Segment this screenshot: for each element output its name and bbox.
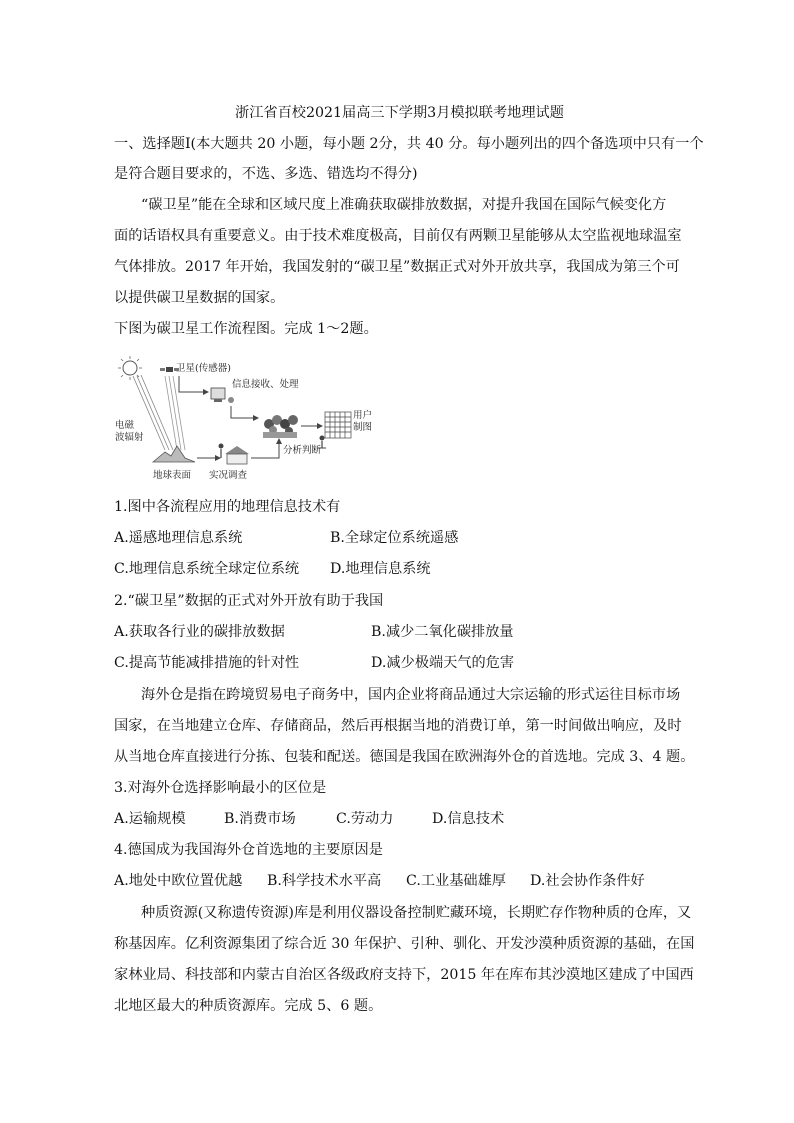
q4-option-b[interactable]: B.科学技术水平高: [267, 873, 382, 889]
page-title: 浙江省百校2021届高三下学期3月模拟联考地理试题: [235, 105, 564, 121]
q1-stem: 1.图中各流程应用的地理信息技术有: [114, 499, 341, 515]
passage2-line: 从当地仓库直接进行分拣、包装和配送。德国是我国在欧洲海外仓的首选地。完成 3、4 题。: [114, 749, 695, 765]
label-radiation-2: 波辐射: [115, 432, 144, 443]
computer-icon: [211, 388, 234, 403]
figure-intro: 下图为碳卫星工作流程图。完成 1～2题。: [114, 321, 378, 337]
passage3-line: 家林业局、科技部和内蒙古自治区各级政府支持下，2015 年在库布其沙漠地区建成了中国西: [114, 967, 694, 983]
q4-stem: 4.德国成为我国海外仓首选地的主要原因是: [114, 842, 383, 858]
passage1-line: “碳卫星”能在全球和区域尺度上准确获取碳排放数据，对提升我国在国际气候变化方: [141, 197, 667, 213]
section-instructions-line1: 一、选择题Ⅰ(本大题共 20 小题，每小题 2分，共 40 分。每小题列出的四个备选项中只有一个: [114, 136, 704, 152]
q1-option-b[interactable]: B.全球定位系统遥感: [330, 530, 459, 546]
label-receive: 信息接收、处理: [232, 379, 299, 390]
q3-stem: 3.对海外仓选择影响最小的区位是: [114, 780, 327, 796]
q2-option-c[interactable]: C.提高节能减排措施的针对性: [114, 655, 300, 671]
q4-option-a[interactable]: A.地处中欧位置优越: [114, 873, 243, 889]
passage1-line: 面的话语权具有重要意义。由于技术难度极高，目前仅有两颗卫星能够从太空监视地球温室: [114, 228, 682, 244]
passage2-line: 国家，在当地建立仓库、存储商品，然后再根据当地的消费订单，第一时间做出响应，及时: [114, 718, 682, 734]
q2-stem: 2.“碳卫星”数据的正式对外开放有助于我国: [114, 593, 384, 609]
label-earth: 地球表面: [153, 470, 192, 481]
carbon-satellite-flowchart: [113, 354, 383, 482]
map-grid-icon: [325, 412, 351, 438]
passage3-line: 种质资源(又称遗传资源)库是利用仪器设备控制贮藏环境，长期贮存作物种质的仓库，又: [141, 905, 692, 921]
passage3-line: 称基因库。亿利资源集团了综合近 30 年保护、引种、驯化、开发沙漠种质资源的基础，在国: [114, 936, 695, 952]
earth-surface-icon: [153, 446, 195, 462]
q2-option-a[interactable]: A.获取各行业的碳排放数据: [114, 624, 285, 640]
section-instructions-line2: 是符合题目要求的，不选、多选、错选均不得分): [114, 166, 418, 182]
q3-option-a[interactable]: A.运输规模: [114, 811, 186, 827]
q3-option-c[interactable]: C.劳动力: [336, 811, 394, 827]
q2-option-d[interactable]: D.减少极端天气的危害: [371, 655, 515, 671]
q1-option-a[interactable]: A.遥感地理信息系统: [114, 530, 243, 546]
q3-option-b[interactable]: B.消费市场: [224, 811, 296, 827]
sun-icon: [118, 356, 142, 380]
processing-cluster-icon: [263, 415, 298, 438]
passage1-line: 气体排放。2017 年开始，我国发射的“碳卫星”数据正式对外开放共享，我国成为第三个可: [114, 259, 680, 275]
label-user-2: 制图: [353, 422, 373, 433]
q1-option-d[interactable]: D.地理信息系统: [330, 561, 431, 577]
passage3-line: 北地区最大的种质资源库。完成 5、6 题。: [114, 998, 383, 1014]
q1-option-c[interactable]: C.地理信息系统全球定位系统: [114, 561, 300, 577]
label-satellite: 卫星(传感器): [176, 363, 231, 374]
label-analysis: 分析判断: [283, 445, 322, 456]
passage2-line: 海外仓是指在跨境贸易电子商务中，国内企业将商品通过大宗运输的形式运往目标市场: [141, 687, 681, 703]
label-radiation-1: 电磁: [115, 420, 135, 431]
q2-option-b[interactable]: B.减少二氧化碳排放量: [371, 624, 514, 640]
label-user-1: 用户: [353, 410, 373, 421]
q4-option-c[interactable]: C.工业基础雄厚: [406, 873, 506, 889]
q4-option-d[interactable]: D.社会协作条件好: [530, 873, 645, 889]
q3-option-d[interactable]: D.信息技术: [432, 811, 505, 827]
passage1-line: 以提供碳卫星数据的国家。: [114, 290, 285, 306]
survey-house-icon: [219, 444, 250, 465]
label-survey: 实况调查: [209, 470, 248, 481]
